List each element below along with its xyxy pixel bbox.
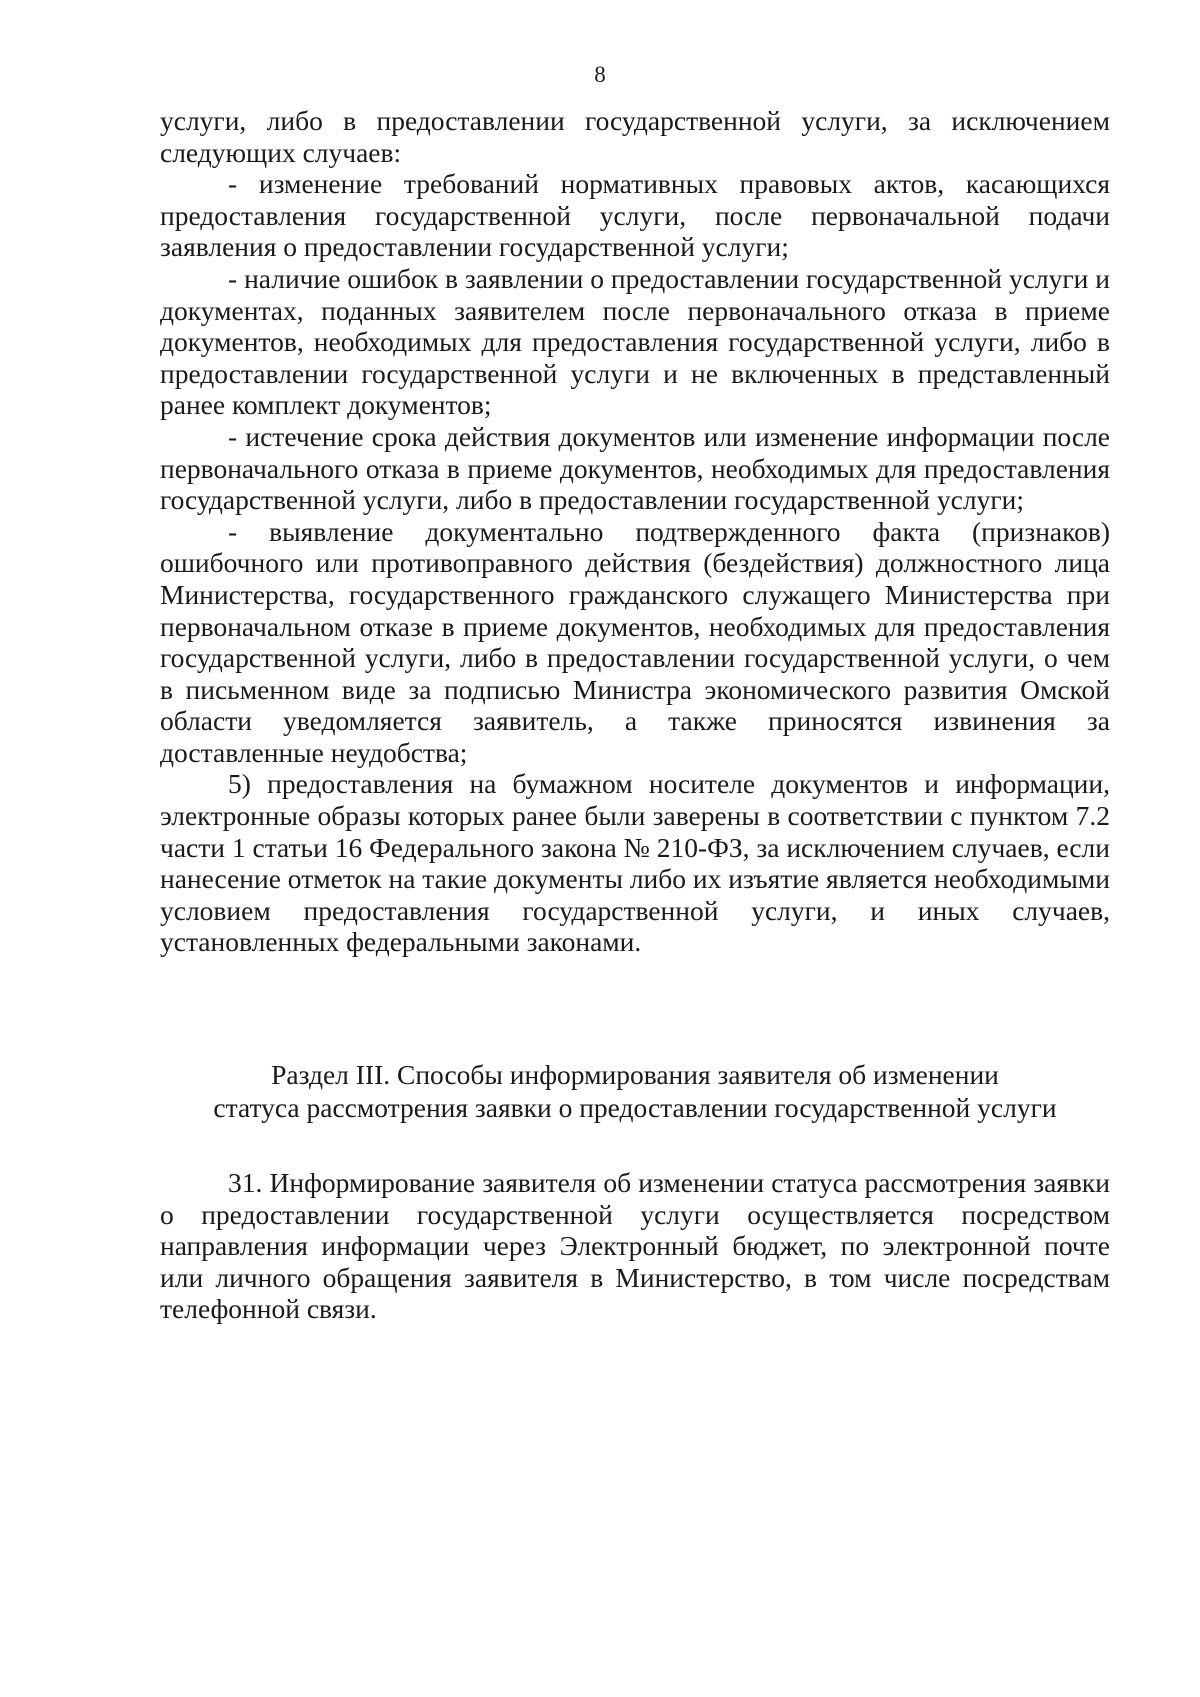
list-item-requirements-change: - изменение требований нормативных правовых актов, касающихся предоставления государственной услуги, после первоначальной подачи заявления о предоставлении государственной услуги; bbox=[160, 168, 1110, 263]
document-body bbox=[160, 105, 1110, 958]
section-heading-line-1: Раздел III. Способы информирования заявителя об изменении bbox=[271, 1059, 999, 1090]
section-body bbox=[160, 1167, 1110, 1325]
page-number: 8 bbox=[594, 62, 606, 87]
paragraph-31: 31. Информирование заявителя об изменении статуса рассмотрения заявки о предоставлении государственной услуги осуществляется посредством направления информации через Электронный бюджет, по электронной почте или личного обращения заявителя в Министерство, в том числе посредствам телефонной связи. bbox=[160, 1167, 1110, 1325]
list-item-application-errors: - наличие ошибок в заявлении о предоставлении государственной услуги и документах, поданных заявителем после первоначального отказа в приеме документов, необходимых для предоставления государственной услуги, либо в предоставлении государственной услуги и не включенных в представленный ранее комплект документов; bbox=[160, 262, 1110, 421]
list-item-official-error: - выявление документально подтвержденного факта (признаков) ошибочного или противоправного действия (бездействия) должностного лица Министерства, государственного гражданского служащего Министерства при первоначальном отказе в приеме документов, необходимых для предоставления государственной услуги, либо в предоставлении государственной услуги, о чем в письменном виде за подписью Министра экономического развития Омской области уведомляется заявитель, а также приносятся извинения за доставленные неудобства; bbox=[160, 515, 1110, 768]
section-heading bbox=[160, 1058, 1110, 1124]
paragraph-continuation: услуги, либо в предоставлении государственной услуги, за исключением следующих случаев: bbox=[160, 105, 1110, 168]
list-item-document-expiry: - истечение срока действия документов или изменение информации после первоначального отказа в приеме документов, необходимых для предоставления государственной услуги, либо в предоставлении государственной услуги; bbox=[160, 420, 1110, 516]
section-heading-line-2: статуса рассмотрения заявки о предоставлении государственной услуги bbox=[213, 1092, 1057, 1123]
paragraph-item-5: 5) предоставления на бумажном носителе документов и информации, электронные образы которых ранее были заверены в соответствии с пунктом 7.2 части 1 статьи 16 Федерального закона № 210-ФЗ, за исключением случаев, если нанесение отметок на такие документы либо их изъятие является необходимыми условием предоставления государственной услуги, и иных случаев, установленных федеральными законами. bbox=[160, 768, 1110, 958]
